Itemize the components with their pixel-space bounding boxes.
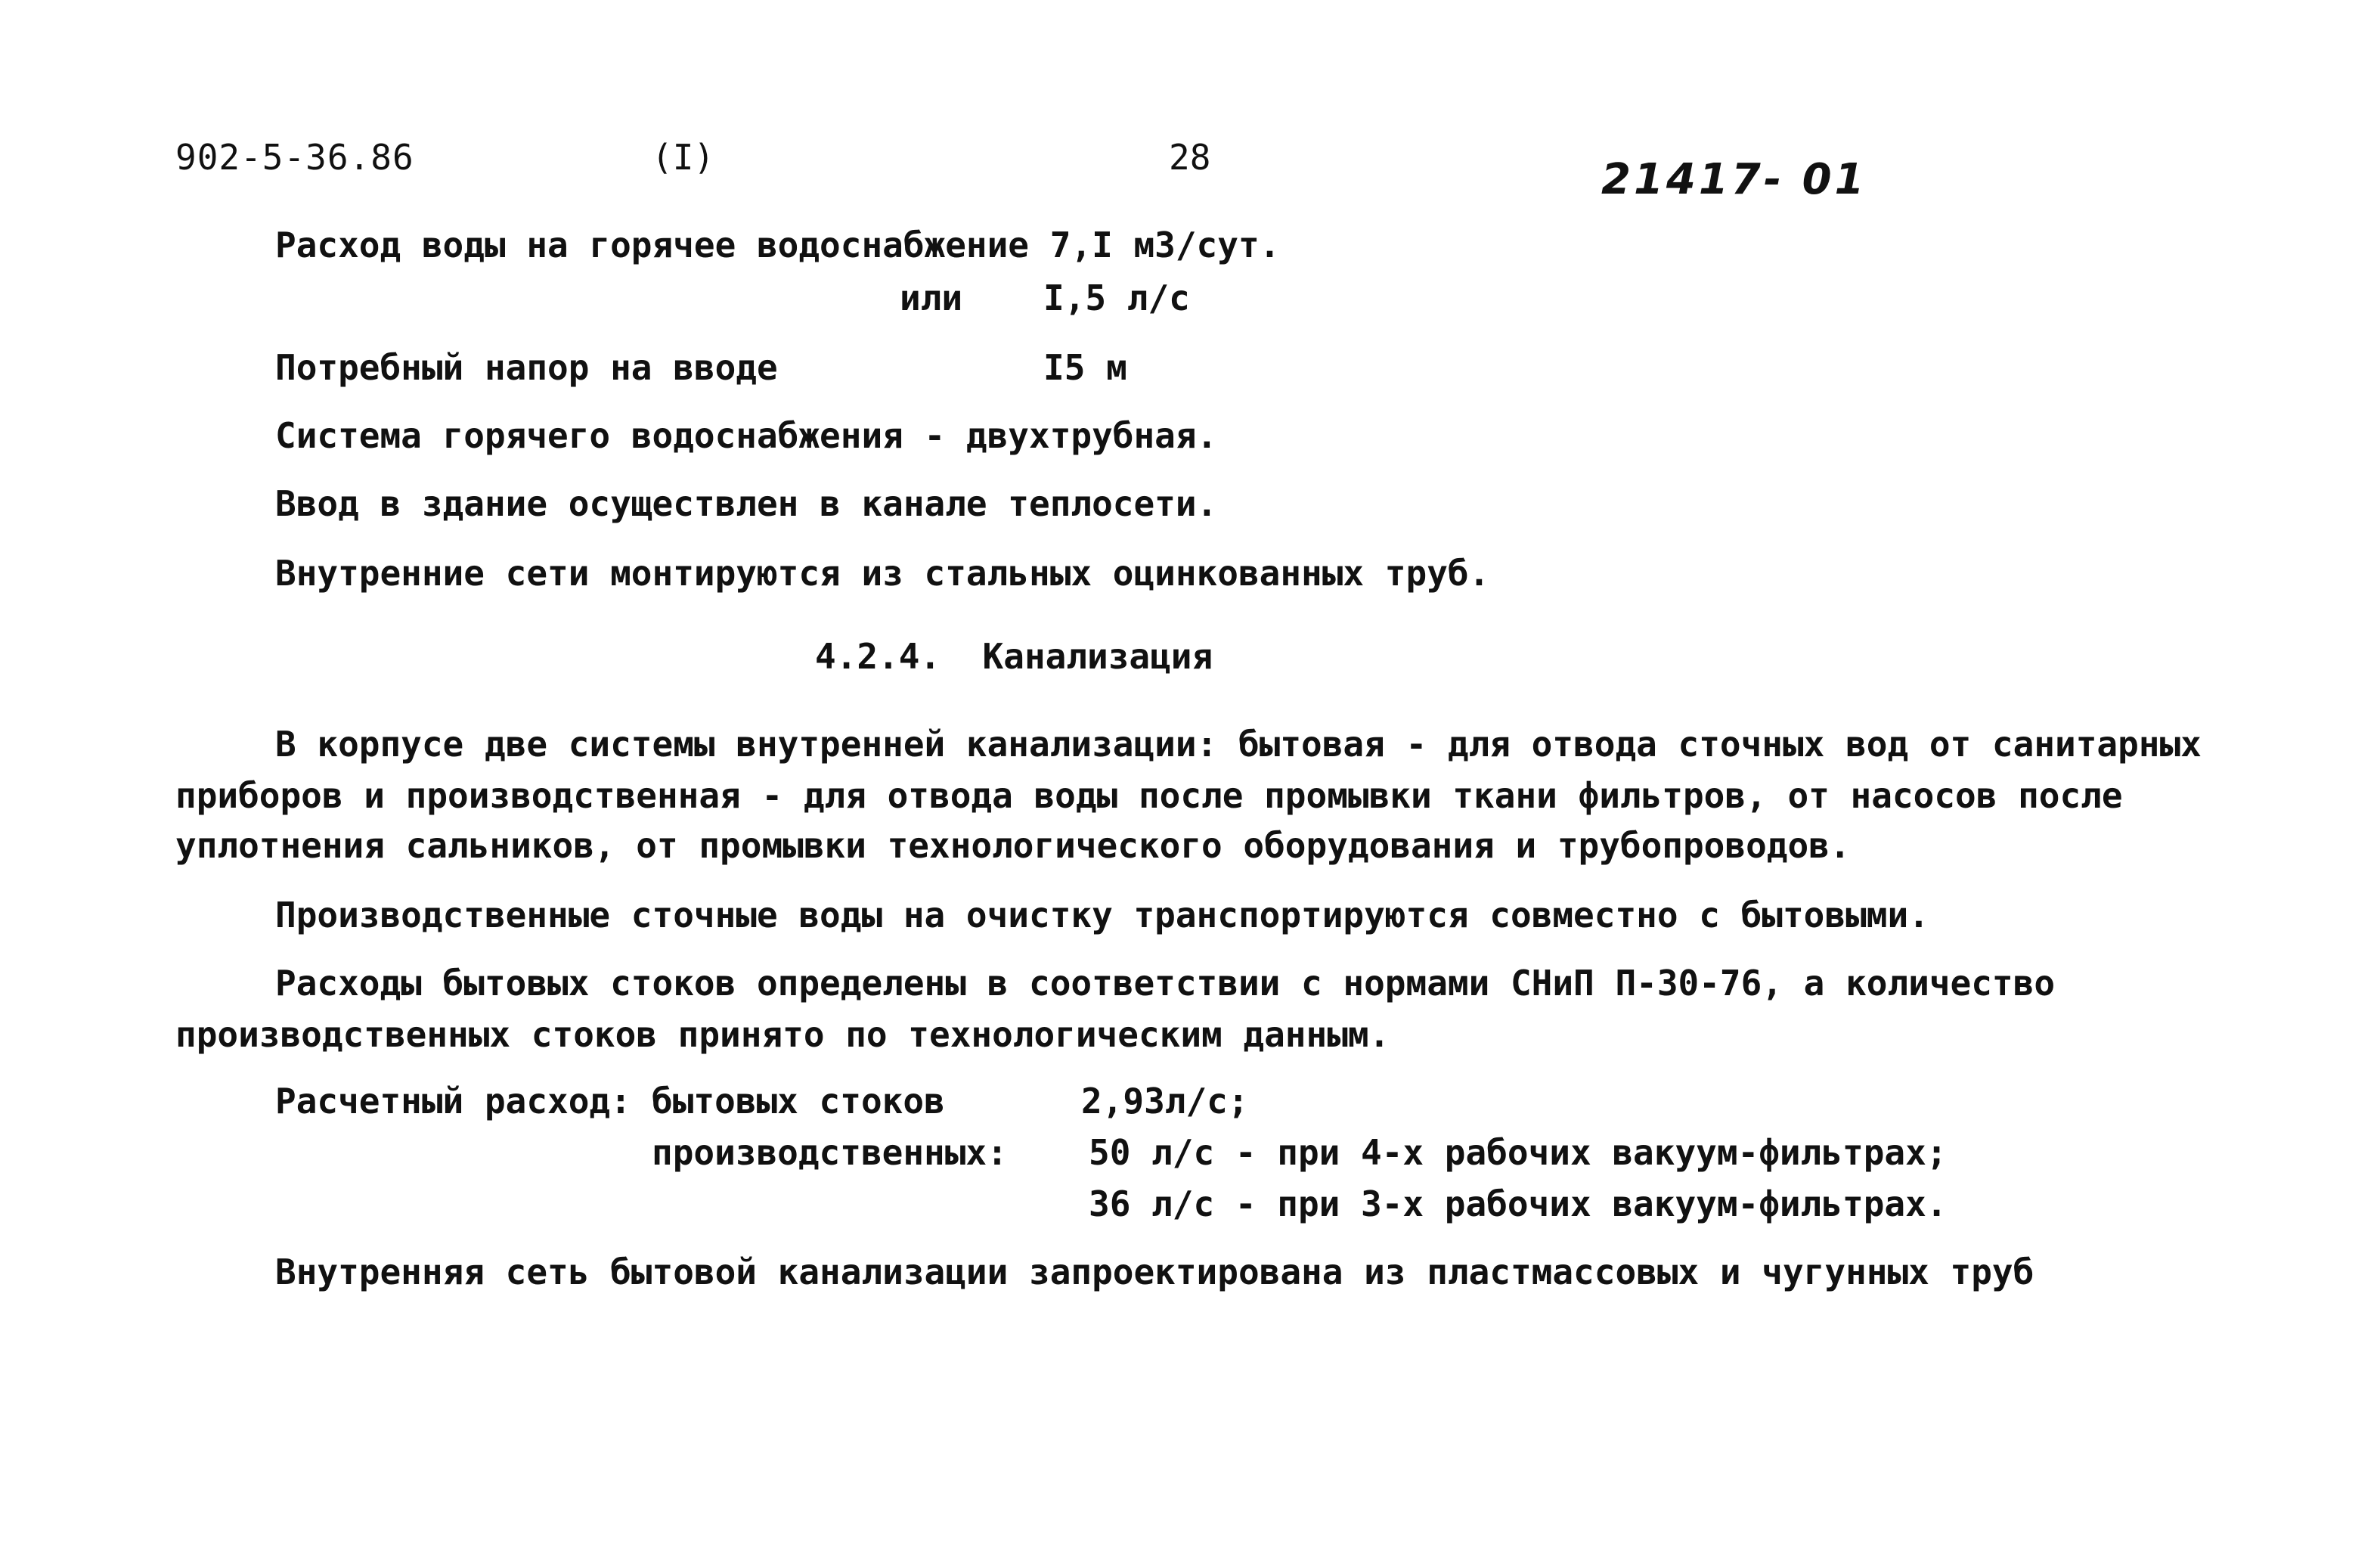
document-code: 902-5-36.86 xyxy=(175,137,414,178)
building-entry-line: Ввод в здание осуществлен в канале теплосети. xyxy=(275,483,1218,524)
hot-water-system-line: Система горячего водоснабжения - двухтрубная. xyxy=(275,415,1218,456)
hot-water-or-value: I,5 л/с xyxy=(1043,278,1190,318)
section-marker: (I) xyxy=(652,137,715,178)
calc-flow-label: Расчетный расход: xyxy=(275,1081,631,1121)
sewer-paragraph-1-line-3: уплотнения сальников, от промывки технологического оборудования и трубопроводов. xyxy=(175,825,1851,866)
page-number: 28 xyxy=(1169,137,1211,178)
household-flow-value: 2,93л/с; xyxy=(1081,1081,1249,1121)
internal-sewer-network-line: Внутренняя сеть бытовой канализации запроектирована из пластмассовых и чугунных труб xyxy=(275,1252,2034,1292)
sewer-paragraph-2: Производственные сточные воды на очистку транспортируются совместно с бытовыми. xyxy=(275,895,1929,935)
industrial-flow-label: производственных: xyxy=(652,1132,1008,1173)
internal-networks-line: Внутренние сети монтируются из стальных оцинкованных труб. xyxy=(275,553,1490,594)
required-pressure-value: I5 м xyxy=(1043,347,1127,388)
hot-water-consumption-line: Расход воды на горячее водоснабжение 7,I м3/сут. xyxy=(275,225,1281,265)
handwritten-stamp: 21417- 01 xyxy=(1601,155,1867,204)
section-heading: 4.2.4. Канализация xyxy=(815,636,1213,677)
sewer-paragraph-1-line-2: приборов и производственная - для отвода воды после промывки ткани фильтров, от насосов после xyxy=(175,775,2123,816)
required-pressure-label: Потребный напор на вводе xyxy=(275,347,778,388)
sewer-paragraph-3-line-2: производственных стоков принято по технологическим данным. xyxy=(175,1014,1390,1055)
industrial-flow-value-1: 50 л/с - при 4-х рабочих вакуум-фильтрах; xyxy=(1089,1132,1948,1173)
sewer-paragraph-1-line-1: В корпусе две системы внутренней канализации: бытовая - для отвода сточных вод от санитарных xyxy=(275,724,2202,765)
hot-water-or-label: или xyxy=(900,278,963,318)
household-flow-label: бытовых стоков xyxy=(652,1081,945,1121)
industrial-flow-value-2: 36 л/с - при 3-х рабочих вакуум-фильтрах. xyxy=(1089,1183,1948,1224)
sewer-paragraph-3-line-1: Расходы бытовых стоков определены в соответствии с нормами СНиП П-30-76, а количество xyxy=(275,963,2056,1004)
